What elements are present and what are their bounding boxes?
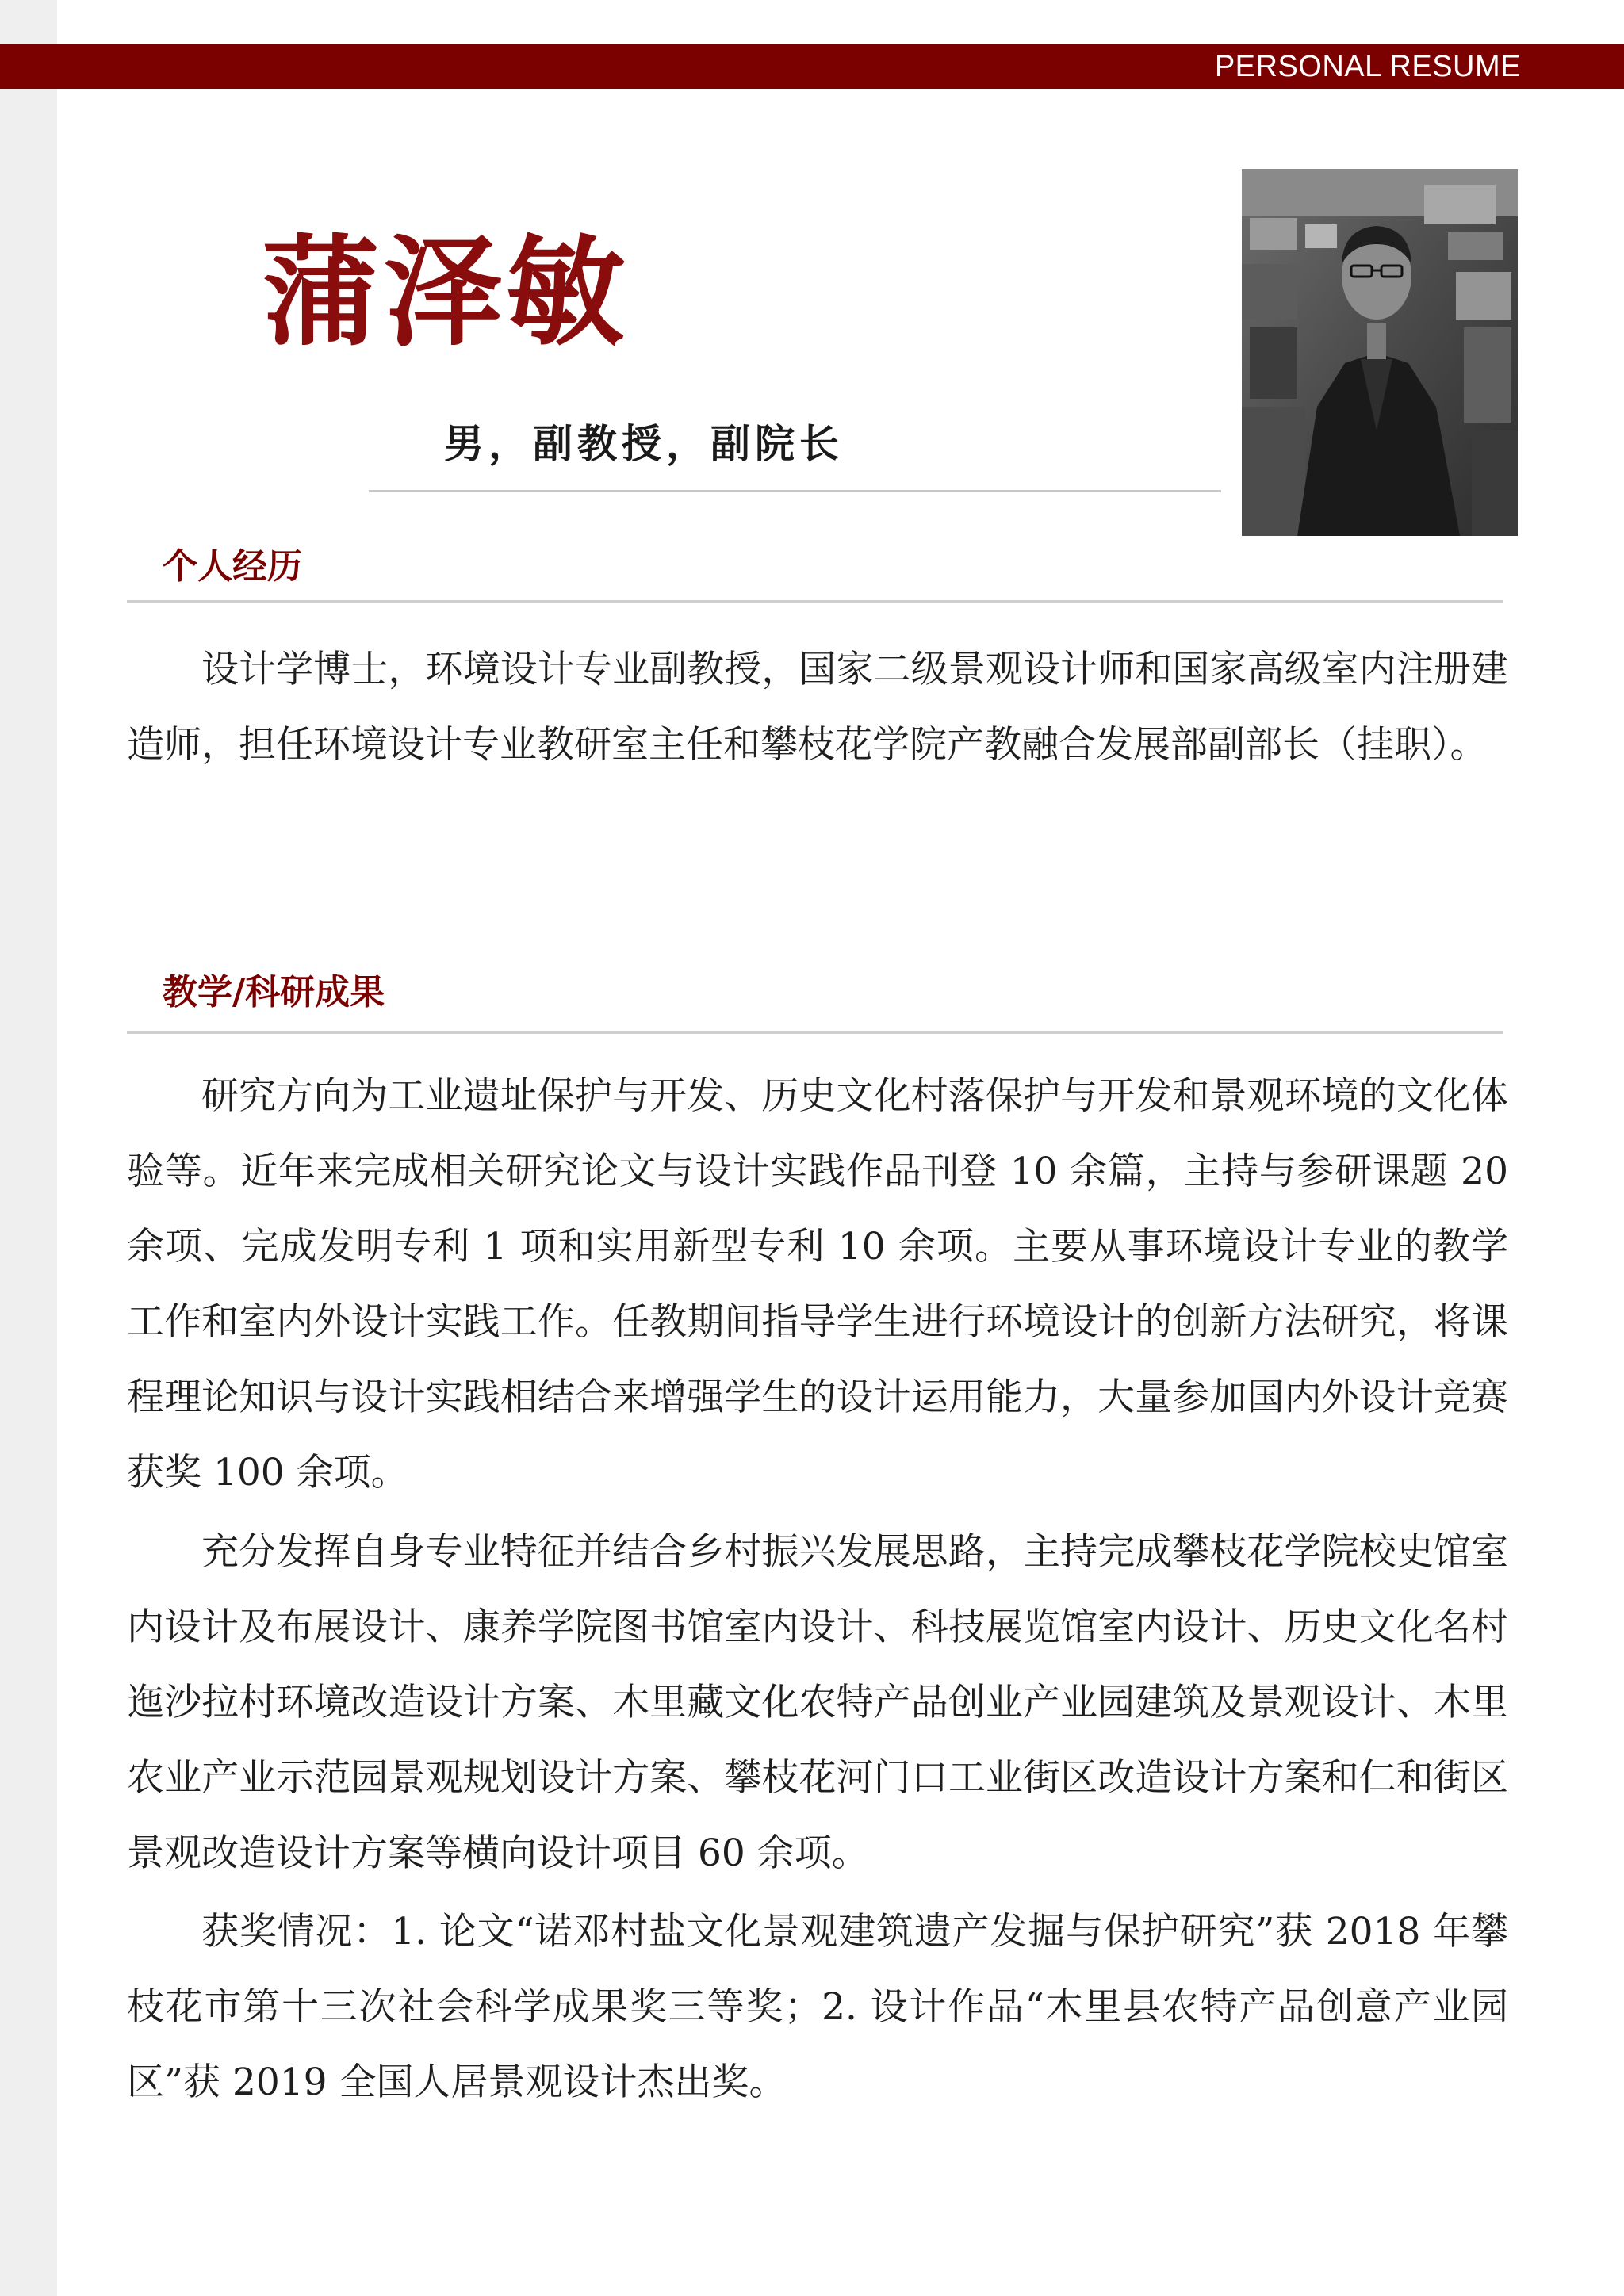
section-title-personal: 个人经历 — [163, 546, 302, 587]
research-paragraph-1: 研究方向为工业遗址保护与开发、历史文化村落保护与开发和景观环境的文化体验等。近年来完成相关研究论文与设计实践作品刊登 10 余篇，主持与参研课题 20 余项、完成发明专利 1 项和实用新型专利 10 余项。主要从事环境设计专业的教学工作和室内外设计实践工作。任教期间指导学生进行环境设计的创新方法研究，将课程理论知识与设计实践相结合来增强学生的设计运用能力，大量参加国内外设计竞赛获奖 100 余项。 — [127, 1074, 1508, 1494]
section-divider-personal — [127, 600, 1503, 603]
section-title-research: 教学/科研成果 — [163, 972, 385, 1012]
person-subtitle: 男，副教授，副院长 — [444, 420, 844, 467]
personal-paragraph: 设计学博士，环境设计专业副教授，国家二级景观设计师和国家高级室内注册建造师，担任环境设计专业教研室主任和攀枝花学院产教融合发展部副部长（挂职）。 — [127, 648, 1508, 767]
research-paragraph-3: 获奖情况：1. 论文“诺邓村盐文化景观建筑遗产发掘与保护研究”获 2018 年攀枝花市第十三次社会科学成果奖三等奖；2. 设计作品“木里县农特产品创意产业园区”获 2019 全国人居景观设计杰出奖。 — [127, 1910, 1508, 2104]
header-bar — [0, 44, 1624, 89]
person-name: 蒲泽敏 — [262, 224, 629, 362]
portrait-photo — [1242, 169, 1518, 536]
header-label: PERSONAL RESUME — [1214, 50, 1521, 83]
left-margin-strip — [0, 0, 57, 2296]
section-divider-research — [127, 1031, 1503, 1034]
research-paragraph-2: 充分发挥自身专业特征并结合乡村振兴发展思路，主持完成攀枝花学院校史馆室内设计及布展设计、康养学院图书馆室内设计、科技展览馆室内设计、历史文化名村迤沙拉村环境改造设计方案、木里藏文化农特产品创业产业园建筑及景观设计、木里农业产业示范园景观规划设计方案、攀枝花河门口工业街区改造设计方案和仁和街区景观改造设计方案等横向设计项目 60 余项。 — [127, 1530, 1508, 1875]
subtitle-divider — [369, 490, 1221, 492]
